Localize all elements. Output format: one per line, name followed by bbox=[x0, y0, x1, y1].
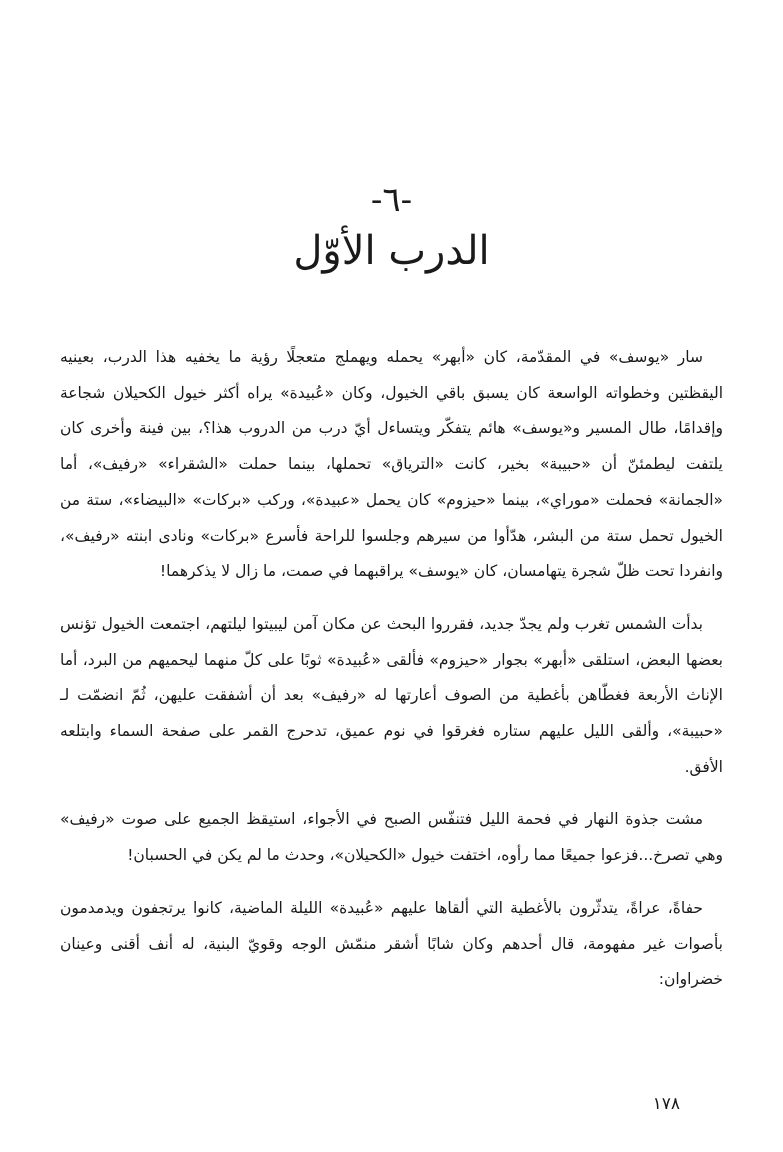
paragraph: بدأت الشمس تغرب ولم يجدّ جديد، فقرروا البحث عن مكان آمن ليبيتوا ليلتهم، اجتمعت الخيول تؤنس بعضها البعض، استلقى «أبهر» بجوار «حيزوم» فألقى «عُبيدة» ثوبًا على كلّ منهما ليحميهم من البرد، أما الإناث الأربعة فغطّاهن بأغطية من الصوف أعارتها له «رفيف» بعد أن أشفقت عليهن، ثُمّ انضمّت لـ «حبيبة»، وألقى الليل عليهم ستاره فغرقوا في نوم عميق، تدحرج القمر على صفحة السماء وابتلعه الأفق. bbox=[60, 614, 723, 776]
paragraph: حفاةً، عراةً، يتدثّرون بالأغطية التي ألقاها عليهم «عُبيدة» الليلة الماضية، كانوا يرتجفون ويدمدمون بأصوات غير مفهومة، قال أحدهم وكان شابًا أشقر منمّش الوجه وقويّ البنية، له أنف أقنى وعينان خضراوان: bbox=[60, 898, 723, 989]
page-number: ١٧٨ bbox=[652, 1094, 680, 1114]
paragraph: سار «يوسف» في المقدّمة، كان «أبهر» يحمله ويهملج متعجلًا رؤية ما يخفيه هذا الدرب، بعينيه اليقظتين وخطواته الواسعة كان يسبق باقي الخيول، وكان «عُبيدة» يراه أكثر خيول الكحيلان شجاعة وإقدامًا، طال المسير و«يوسف» هائم يتفكّر ويتساءل أيّ درب من الدروب هذا؟، بين فينة وأخرى كان يلتفت ليطمئنّ أن «حبيبة» بخير، كانت «الترياق» تحملها، بينما حملت «الشقراء» «رفيف»، أما «الجمانة» فحملت «موراي»، بينما «حيزوم» كان يحمل «عبيدة»، وركب «بركات» «البيضاء»، ستة من الخيول تحمل ستة من البشر، هدّأوا من سيرهم وجلسوا للراحة فأسرع «بركات» ونادى ابنته «رفيف»، وانفردا تحت ظلّ شجرة يتهامسان، كان «يوسف» يراقبهما في صمت، ما زال لا يذكرهما! bbox=[60, 348, 723, 581]
chapter-body bbox=[60, 340, 723, 1015]
paragraph: مشت جذوة النهار في فحمة الليل فتنفّس الصبح في الأجواء، استيقظ الجميع على صوت «رفيف» وهي تصرخ...فزعوا جميعًا مما رأوه، اختفت خيول «الكحيلان»، وحدث ما لم يكن في الحسبان! bbox=[60, 810, 723, 865]
chapter-number: -٦- bbox=[370, 180, 413, 220]
chapter-title: الدرب الأوّل bbox=[293, 228, 490, 274]
